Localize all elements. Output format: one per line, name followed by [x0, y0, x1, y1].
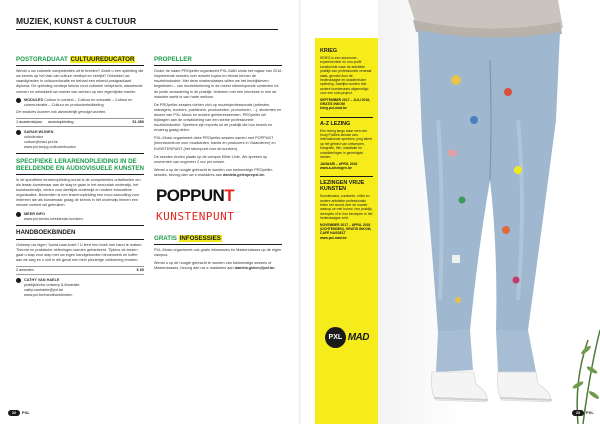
krieg-date-text: SEPTEMBER 2017 – JULI 2018, GRATIS INKOM	[320, 97, 371, 107]
propeller-body-2: De PROpeller-sessies richten zich op muziekprofessionals (artiesten, managers, bookers, publishers, producenten, promotoren, ...), studenten en alumni van PXL-Music en andere geïnteresseerden. PROpeller wil bijdragen aan de ontwikkeling van een sterke professionele muziekindustrie. Sprekers zijn experts uit de praktijk die hun kennis en ervaring graag delen.	[154, 102, 282, 133]
az-date	[320, 162, 373, 171]
mad-logo-text: MAD	[347, 331, 369, 343]
postgraduaat-contact	[16, 130, 144, 150]
az-body: Een lezing langs waar men een hoog Publiek-kenaar aan. Internationale sprekers: jong talent op het gebied van ontwerpen, fotografie, film, installatie en ontwikkelingen in gevestigde namen.	[320, 128, 373, 160]
modules-icon	[16, 98, 21, 103]
postgraduaat-body: Wenst u uw culturele competenties uit te breiden? Zoekt u een opleiding die uw kennis op het vlak van cultuur verdiept en verrijkt? Ontwikkel uw vaardigheden in cultuureducatie en behaal een erkend postgraduaat diploma. De opleiding verdiept kennis rond culturele veldpracht, wisselende vormen en ontwikkelt uw manier van werken op een eigentijdse manier.	[16, 69, 144, 94]
az-date-text: JANUARI – APRIL 2018	[320, 161, 358, 166]
infosessies-body-2	[154, 261, 282, 271]
handboek-price: € 60	[136, 267, 144, 272]
modules-line	[16, 98, 144, 108]
sidebar-divider	[320, 117, 373, 118]
left-page-number	[8, 410, 30, 416]
left-page-badge: 22	[8, 410, 20, 416]
pxl-mad-logo	[325, 326, 369, 348]
right-text-column	[154, 56, 282, 275]
propeller-body-3: PXL-Music organiseert deze PROpeller-sessies samen met POPPUNT (kenniscentrum voor muzikanten, bands en producers in Vlaanderen) en KUNSTENPUNT (het steunpunt voor de kunsten).	[154, 136, 276, 151]
right-page-badge: 23	[572, 410, 584, 416]
krieg-body: KRIEG is een autonome, experimentele en non-profit kunstruimte waar de artistieke praktijk van professionele centraal staat, gevoed door de hedendaagse en academische opleiding. Jaarlijks worden drie andere kunstenaars uitgenodigd voor een solo-project.	[320, 56, 372, 96]
infosessies-body-2-text: Wenst u op de hoogte gebracht te worden van toekomstige sessies of Masterclasses, bezorg dan uw e-mailadres aan	[154, 261, 272, 271]
postgraduaat-price-row	[16, 118, 144, 127]
propeller-mail[interactable]: daniela.gelenprepxl.be.	[223, 172, 266, 177]
infosessies-heading	[154, 235, 282, 245]
propeller-body-5-text: Wenst u op de hoogte gebracht te worden van toekomstige PROpeller-sessies, bezorg dan uw e-mailadres aan	[154, 167, 274, 177]
jeans-illustration	[378, 0, 600, 424]
modules-list: Cultuur in context – Cultuur en educatie – Cultuur en communicatie – Cultuur en productontwikkeling	[24, 97, 133, 107]
info-icon	[16, 212, 21, 217]
page-title: MUZIEK, KUNST & CULTUUR	[16, 16, 278, 30]
price-type: avondopleiding	[47, 119, 74, 124]
contact-name: SARAH WIJNEN	[24, 129, 54, 134]
info-label: MEER INFO	[24, 211, 46, 216]
vrije-date	[320, 223, 373, 241]
pxl-logo-circle: PXL	[325, 327, 346, 348]
infosessies-body: PXL-Music organiseert ook gratis infosessies en Masterclasses op de eigen campus.	[154, 248, 282, 258]
page-spine	[299, 0, 301, 424]
sidebar-divider	[320, 176, 373, 177]
handboek-contact-mail[interactable]: cathy.vanhaele@pxl.be	[24, 287, 64, 292]
krieg-date	[320, 98, 373, 111]
section-divider	[16, 225, 144, 226]
propeller-heading: PROPELLER	[154, 56, 282, 66]
handboekbinden-price-row	[16, 266, 144, 275]
contact-block	[24, 130, 76, 150]
contact-role: coördinator	[24, 134, 43, 139]
handboekbinden-contact	[16, 278, 144, 298]
right-page-label: PXL	[586, 410, 594, 415]
section-divider	[16, 153, 144, 154]
postgraduaat-heading-prefix: POSTGRADUAAT	[16, 56, 70, 63]
postgraduaat-heading	[16, 56, 144, 66]
right-page-number	[572, 410, 594, 416]
handboekbinden-heading: HANDBOEKBINDEN	[16, 229, 144, 239]
infosessies-mail[interactable]: daniela.gielen@pxl.be.	[234, 266, 276, 271]
poppunt-logo-main: POPPUN	[156, 185, 225, 205]
lerarenopleiding-heading: SPECIFIEKE LERARENOPLEIDING IN DE BEELDENDE EN AUDIOVISUELE KUNSTEN	[16, 158, 144, 175]
poppunt-logo-end: T	[224, 185, 234, 205]
info-web[interactable]: www.pxl.be/slo-beeldende-kunsten	[24, 216, 83, 221]
poppunt-logo	[156, 186, 282, 206]
price-amount: €1.350	[132, 119, 144, 124]
handboek-duration: 2 avonden	[16, 267, 34, 272]
left-column	[16, 56, 144, 300]
propeller-body-4: De sessies vinden plaats op de campus Elfde Linie. We spreken op momenten van ongeveer 2 uur per sessie.	[154, 154, 268, 164]
handboek-contact-web[interactable]: www.pxl.be/handboekbinden	[24, 292, 73, 297]
price-duration: 1 academiejaar	[16, 119, 42, 124]
vrije-date-text: NOVEMBER 2017 – APRIL 2018 (OCHTENDEN), GRATIS INKOM, CAFÉ HASSELT	[320, 222, 372, 236]
contact-web[interactable]: www.pxl.be/pg-cultuureducator	[24, 144, 76, 149]
vrije-web[interactable]: www.pxl-mad.be	[320, 235, 347, 240]
postgraduaat-heading-highlight: CULTUUREDUCATOR	[70, 56, 135, 63]
jeans-photo	[378, 0, 600, 424]
krieg-web[interactable]: krieg.pxl-mad.be	[320, 106, 347, 111]
contact-mail[interactable]: cultuur@mad.pxl.be	[24, 139, 58, 144]
vrije-body: Kunstenaars, curatoren, critici en andere artistieke professionals tellen het woord over de manier waarop ze met humor, hun praktijk, drempels of in hun beroepen in het hedendaagse veld.	[320, 194, 373, 221]
propeller-body-1: Onder de naam PROpeller organiseert PXL-MAD sinds het najaar van 2016 inspirerende sessies over actuele topics en trends binnen de muziekindustrie. Met deze masterclasses willen we het bedrijfsleven begeleiden – van muziekbeleving in de meest uiteenlopende contexten tot de juiste omkadering in de praktijk. Iedereen met een interesse in hoe de industrie werkt is van harte welkom.	[154, 69, 282, 99]
kunstenpunt-logo: KUNSTENPUNT	[156, 209, 235, 223]
handboekbinden-body: Ontwerp uw eigen "kunst-naar-boek"! U leert een boek met hand te maken. Theorie en praktische oefeningen worden gehanteerd. Tijdens de lessen gaat u stap voor stap met uw eigen handgebonden binnenwerk en koffer aan de slag en u zult in elk geval een heel plezierige voldoening ervaren.	[16, 242, 143, 262]
postgraduaat-note: De modules kunnen ook afzonderlijk gevolgd worden.	[16, 109, 107, 114]
contact-person-icon	[16, 130, 21, 135]
az-heading: A-Z LEZING	[320, 120, 351, 127]
lerarenopleiding-info	[16, 212, 144, 222]
az-web[interactable]: www.a-zlezingen.be	[320, 165, 352, 170]
handboek-contact-role: praktijklector ontwerp & illustratie	[24, 282, 80, 287]
vrije-heading: LEZINGEN VRIJE KUNSTEN	[320, 180, 365, 193]
contact-person-icon	[16, 278, 21, 283]
info-block	[24, 212, 83, 222]
handboek-contact-name: CATHY VAN HAELE	[24, 277, 60, 282]
infosessies-heading-prefix: GRATIS	[154, 234, 179, 242]
krieg-heading: KRIEG	[320, 48, 338, 54]
infosessies-heading-highlight: INFOSESSIES	[179, 234, 221, 242]
modules-label: MODULES	[24, 97, 43, 102]
propeller-body-5	[154, 168, 282, 178]
left-page-label: PXL	[22, 410, 30, 415]
yellow-sidebar	[315, 38, 378, 424]
modules-text	[24, 98, 144, 108]
handboek-contact-block	[24, 278, 80, 298]
lerarenopleiding-body: In de specifieke lerarenopleiding kunst is de competenties ontwikkelen om als leraar-kunstenaar aan de slag te gaan in het secundair onderwijs, het kunstonderwijs, centra voor deeltijds onderwijs en andere educatieve organisaties. Bovendien is een lerarenopleiding een mooi aanvulling voor iedereen die als kunstenaar graag de kennis in het onderwijs binnen een nieuwe context wil gebruiken.	[16, 177, 141, 208]
